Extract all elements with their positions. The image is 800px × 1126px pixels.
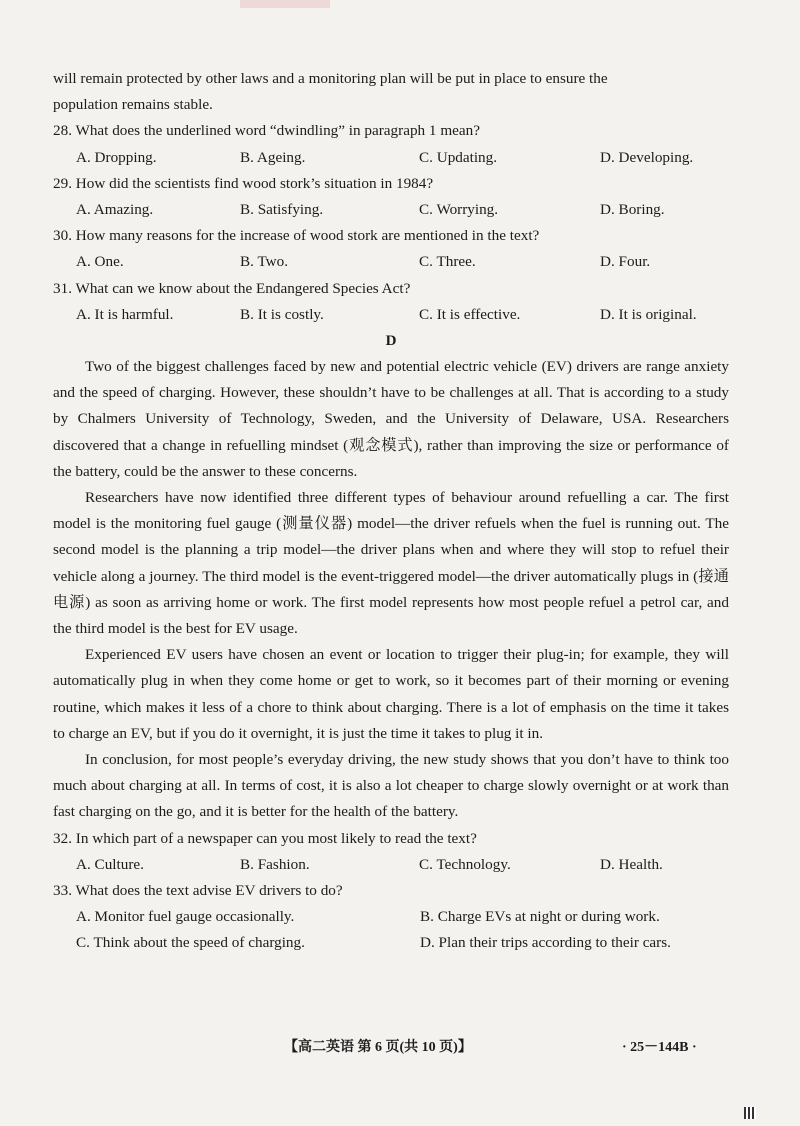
- passage-paragraph-4: In conclusion, for most people’s everyday driving, the new study shows that you don’t have to think too much about charging at all. In terms of cost, it is also a lot cheaper to charge slowly overnight or at work than fast charging on the go, and it is better for the health of the battery.: [53, 750, 729, 821]
- option-30-d: D. Four.: [600, 253, 651, 271]
- question-30-stem: 30. How many reasons for the increase of wood stork are mentioned in the text?: [53, 227, 540, 245]
- option-31-b: B. It is costly.: [240, 305, 324, 323]
- option-33-d: D. Plan their trips according to their cars.: [420, 934, 671, 952]
- question-31-options: [53, 302, 729, 328]
- question-33-options-row-2: [53, 930, 729, 956]
- question-31-stem: 31. What can we know about the Endangered Species Act?: [53, 279, 411, 297]
- option-29-b: B. Satisfying.: [240, 200, 324, 218]
- question-28-options: [53, 145, 729, 171]
- question-33-options-row-1: [53, 904, 729, 930]
- option-28-a: A. Dropping.: [76, 148, 157, 166]
- question-33-stem: 33. What does the text advise EV drivers to do?: [53, 881, 343, 899]
- question-29-stem: 29. How did the scientists find wood stork’s situation in 1984?: [53, 174, 434, 192]
- option-33-b: B. Charge EVs at night or during work.: [420, 908, 660, 926]
- option-30-c: C. Three.: [419, 253, 476, 271]
- question-29-options: [53, 197, 729, 223]
- question-32-stem: 32. In which part of a newspaper can you most likely to read the text?: [53, 829, 477, 847]
- question-28-stem: 28. What does the underlined word “dwindling” in paragraph 1 mean?: [53, 122, 480, 140]
- passage-paragraph-3: Experienced EV users have chosen an event or location to trigger their plug-in; for example, they will automatically plug in when they come home or get to work, so it becomes part of their morning or evening routine, which makes it less of a chore to think about charging. There is a lot of emphasis on the time it takes to charge an EV, but if you do it overnight, it is just the time it takes to plug it in.: [53, 646, 729, 742]
- option-32-b: B. Fashion.: [240, 855, 310, 873]
- passage-paragraph-1: Two of the biggest challenges faced by new and potential electric vehicle (EV) drivers are range anxiety and the speed of charging. However, these shouldn’t have to be challenges at all. That is according to a study by Chalmers University of Technology, Sweden, and the University of Delaware, USA. Researchers discovered that a change in refuelling mindset (观念模式), rather than improving the size or performance of the battery, could be the answer to these concerns.: [53, 357, 729, 480]
- option-28-d: D. Developing.: [600, 148, 694, 166]
- question-30-options: [53, 249, 729, 275]
- question-32-options: [53, 852, 729, 878]
- footer-exam-code: · 25－144B ·: [622, 1040, 697, 1055]
- option-29-d: D. Boring.: [600, 200, 665, 218]
- option-33-a: A. Monitor fuel gauge occasionally.: [76, 908, 295, 926]
- option-30-b: B. Two.: [240, 253, 289, 271]
- top-stamp-mark: [240, 0, 330, 8]
- section-heading: D: [385, 332, 397, 349]
- passage-paragraph-2: Researchers have now identified three different types of behaviour around refuelling a car. The first model is the monitoring fuel gauge (测量仪器) model—the driver refuels when the fuel is running out. The second model is the planning a trip model—the driver plans when and where they will stop to refuel their vehicle along a journey. The third model is the event-triggered model—the driver automatically plugs in (接通电源) as soon as arriving home or work. The first model represents how most people refuel a petrol car, and the third model is the best for EV usage.: [53, 488, 729, 637]
- qr-code-icon: [744, 1107, 756, 1119]
- option-31-d: D. It is original.: [600, 305, 697, 323]
- exam-page: [53, 66, 729, 956]
- intro-line-1: will remain protected by other laws and a monitoring plan will be put in place to ensure the: [53, 70, 608, 87]
- option-32-c: C. Technology.: [419, 855, 511, 873]
- page-footer: [0, 1036, 800, 1058]
- option-33-c: C. Think about the speed of charging.: [76, 934, 305, 952]
- option-32-d: D. Health.: [600, 855, 663, 873]
- option-28-b: B. Ageing.: [240, 148, 306, 166]
- option-29-a: A. Amazing.: [76, 200, 154, 218]
- option-31-c: C. It is effective.: [419, 305, 521, 323]
- footer-page-label: 【高二英语 第 6 页(共 10 页)】: [284, 1040, 472, 1055]
- intro-line-2: population remains stable.: [53, 96, 213, 114]
- option-30-a: A. One.: [76, 253, 124, 271]
- option-32-a: A. Culture.: [76, 855, 144, 873]
- option-28-c: C. Updating.: [419, 148, 498, 166]
- option-31-a: A. It is harmful.: [76, 305, 174, 323]
- option-29-c: C. Worrying.: [419, 200, 499, 218]
